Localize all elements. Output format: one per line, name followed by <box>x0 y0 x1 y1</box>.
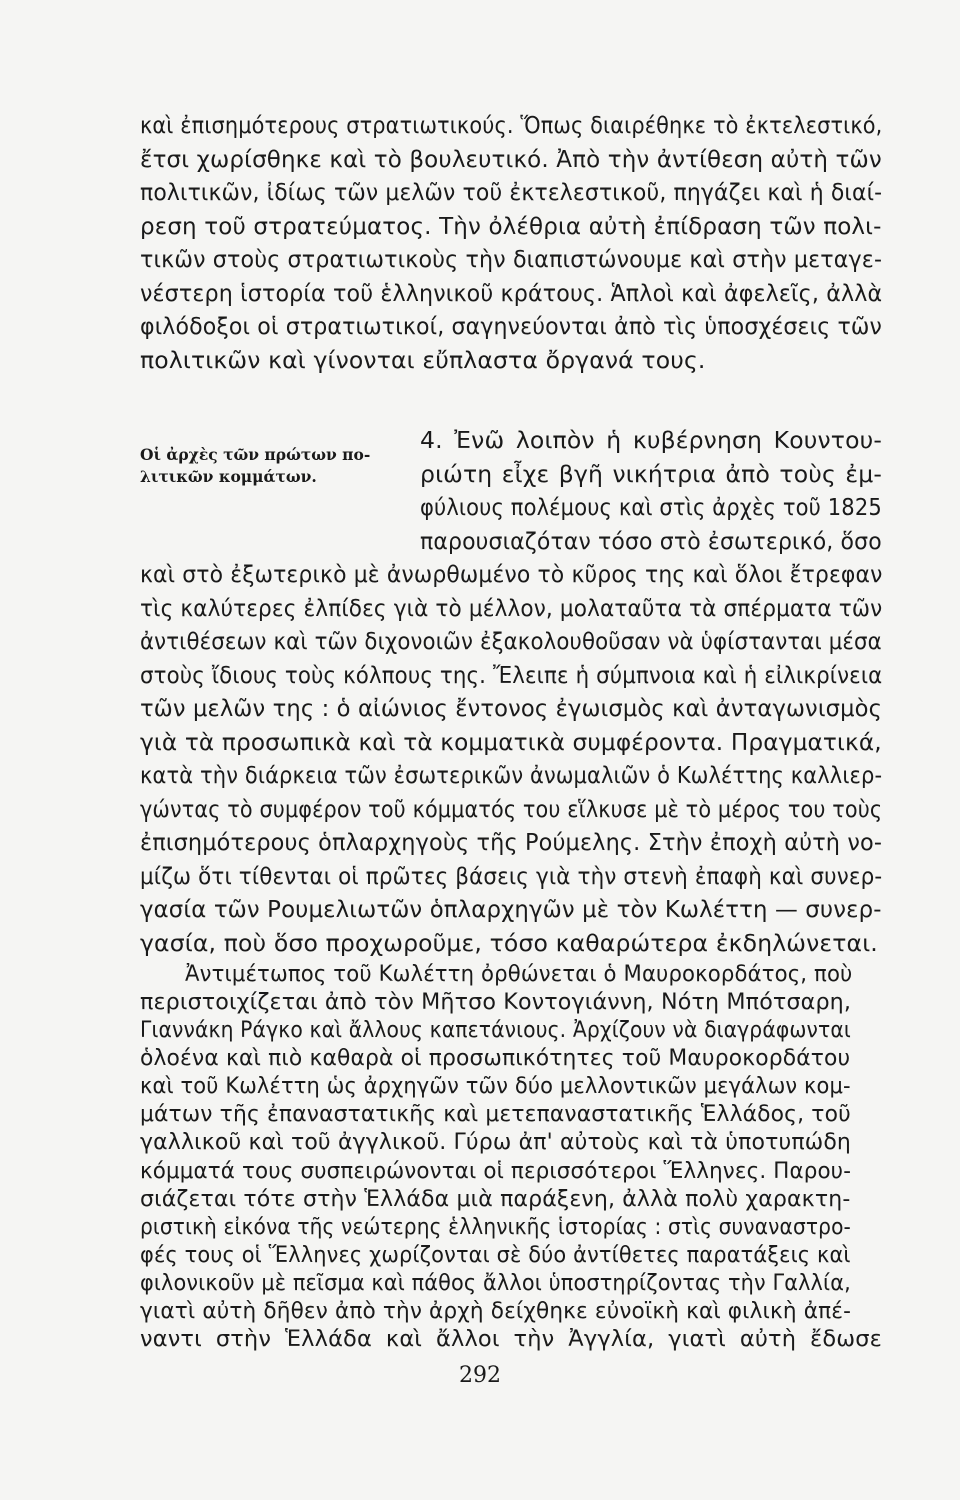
text-line: γιατὶ αὐτὴ δῆθεν ἀπὸ τὴν ἀρχὴ δείχθηκε εὐνοϊκὴ καὶ φιλικὴ ἀπέ- <box>140 1298 852 1324</box>
text-line: ἀντιθέσεων καὶ τῶν διχονοιῶν ἐξακολουθοῦσαν νὰ ὑφίστανται μέσα <box>140 627 882 655</box>
text-line: γαλλικοῦ καὶ τοῦ ἀγγλικοῦ. Γύρω ἀπ' αὐτοὺς καὶ τὰ ὑποτυπώδη <box>140 1129 852 1155</box>
page-number: 292 <box>459 1363 501 1388</box>
text-line: νέστερη ἱστορία τοῦ ἑλληνικοῦ κράτους. Ἁπλοὶ καὶ ἀφελεῖς, ἀλλὰ <box>140 279 883 307</box>
text-line: καὶ στὸ ἐξωτερικὸ μὲ ἀνωρθωμένο τὸ κῦρος της καὶ ὅλοι ἔτρεφαν <box>140 560 883 588</box>
text-line: φιλόδοξοι οἱ στρατιωτικοί, σαγηνεύονται ἀπὸ τὶς ὑποσχέσεις τῶν <box>140 312 883 340</box>
margin-heading-line: Οἱ ἀρχὲς τῶν πρώτων πο- <box>140 445 371 464</box>
section-line: παρουσιαζόταν τόσο στὸ ἐσωτερικό, ὅσο <box>420 527 882 555</box>
text-line: ρεση τοῦ στρατεύματος. Τὴν ὀλέθρια αὐτὴ ἐπίδραση τῶν πολι- <box>140 212 882 240</box>
text-line: τὶς καλύτερες ἐλπίδες γιὰ τὸ μέλλον, μολαταῦτα τὰ σπέρματα τῶν <box>140 594 883 622</box>
text-line: περιστοιχίζεται ἀπὸ τὸν Μῆτσο Κοντογιάννη, Νότη Μπότσαρη, <box>140 989 852 1015</box>
text-line: ἐπισημότερους ὁπλαρχηγοὺς τῆς Ρούμελης. Στὴν ἐποχὴ αὐτὴ νο- <box>140 828 883 856</box>
text-line: μίζω ὅτι τίθενται οἱ πρῶτες βάσεις γιὰ τὴν στενὴ ἐπαφὴ καὶ συνερ- <box>140 862 883 890</box>
text-line: πολιτικῶν, ἰδίως τῶν μελῶν τοῦ ἐκτελεστικοῦ, πηγάζει καὶ ἡ διαί- <box>140 178 883 206</box>
margin-heading-line: λιτικῶν κομμάτων. <box>140 467 317 486</box>
text-line: κατὰ τὴν διάρκεια τῶν ἐσωτερικῶν ἀνωμαλιῶν ὁ Κωλέττης καλλιερ- <box>140 761 883 789</box>
text-line: καὶ ἐπισημότερους στρατιωτικούς. Ὅπως διαιρέθηκε τὸ ἐκτελεστικό, <box>140 111 883 139</box>
text-line: τικῶν στοὺς στρατιωτικοὺς τὴν διαπιστώνουμε καὶ στὴν μεταγε- <box>140 245 883 273</box>
margin-heading <box>140 444 370 488</box>
text-line: στοὺς ἴδιους τοὺς κόλπους της. Ἔλειπε ἡ σύμπνοια καὶ ἡ εἰλικρίνεια <box>140 661 883 689</box>
text-line: Ἀντιμέτωπος τοῦ Κωλέττη ὀρθώνεται ὁ Μαυροκορδάτος, ποὺ <box>185 961 853 987</box>
section-line: 4. Ἐνῶ λοιπὸν ἡ κυβέρνηση Κουντου- <box>420 426 882 454</box>
text-line: σιάζεται τότε στὴν Ἑλλάδα μιὰ παράξενη, ἀλλὰ πολὺ χαρακτη- <box>140 1186 851 1212</box>
text-line: ναντι στὴν Ἑλλάδα καὶ ἄλλοι τὴν Ἀγγλία, γιατὶ αὐτὴ ἔδωσε <box>140 1326 882 1352</box>
text-line: ριστικὴ εἰκόνα τῆς νεώτερης ἑλληνικῆς ἱστορίας : στὶς συναναστρο- <box>140 1214 851 1240</box>
text-line: γώντας τὸ συμφέρον τοῦ κόμματός του εἵλκυσε μὲ τὸ μέρος του τοὺς <box>140 795 883 823</box>
text-line: γιὰ τὰ προσωπικὰ καὶ τὰ κομματικὰ συμφέροντα. Πραγματικά, <box>140 728 882 756</box>
section-line: ριώτη εἶχε βγῆ νικήτρια ἀπὸ τοὺς ἐμ- <box>420 460 882 488</box>
text-line: ἔτσι χωρίσθηκε καὶ τὸ βουλευτικό. Ἀπὸ τὴν ἀντίθεση αὐτὴ τῶν <box>140 145 882 173</box>
text-line: τῶν μελῶν της : ὁ αἰώνιος ἔντονος ἐγωισμὸς καὶ ἀνταγωνισμὸς <box>140 694 883 722</box>
text-line: μάτων τῆς ἐπαναστατικῆς καὶ μετεπαναστατικῆς Ἑλλάδος, τοῦ <box>140 1101 851 1127</box>
section-line: φύλιους πολέμους καὶ στὶς ἀρχὲς τοῦ 1825 <box>420 493 882 521</box>
text-line: πολιτικῶν καὶ γίνονται εὔπλαστα ὄργανά τους. <box>140 346 706 374</box>
text-line: φιλονικοῦν μὲ πεῖσμα καὶ πάθος ἄλλοι ὑποστηρίζοντας τὴν Γαλλία, <box>140 1270 851 1296</box>
text-line: καὶ τοῦ Κωλέττη ὡς ἀρχηγῶν τῶν δύο μελλοντικῶν μεγάλων κομ- <box>140 1073 851 1099</box>
text-line: γασία, ποὺ ὅσο προχωροῦμε, τόσο καθαρώτερα ἐκδηλώνεται. <box>140 929 878 957</box>
text-line: κόμματά τους συσπειρώνονται οἱ περισσότεροι Ἕλληνες. Παρου- <box>140 1158 852 1184</box>
text-line: ὁλοένα καὶ πιὸ καθαρὰ οἱ προσωπικότητες τοῦ Μαυροκορδάτου <box>140 1045 851 1071</box>
text-line: φές τους οἱ Ἕλληνες χωρίζονται σὲ δύο ἀντίθετες παρατάξεις καὶ <box>140 1242 851 1268</box>
text-line: Γιαννάκη Ράγκο καὶ ἄλλους καπετάνιους. Ἀρχίζουν νὰ διαγράφωνται <box>140 1017 851 1043</box>
text-line: γασία τῶν Ρουμελιωτῶν ὁπλαρχηγῶν μὲ τὸν Κωλέττη — συνερ- <box>140 895 882 923</box>
